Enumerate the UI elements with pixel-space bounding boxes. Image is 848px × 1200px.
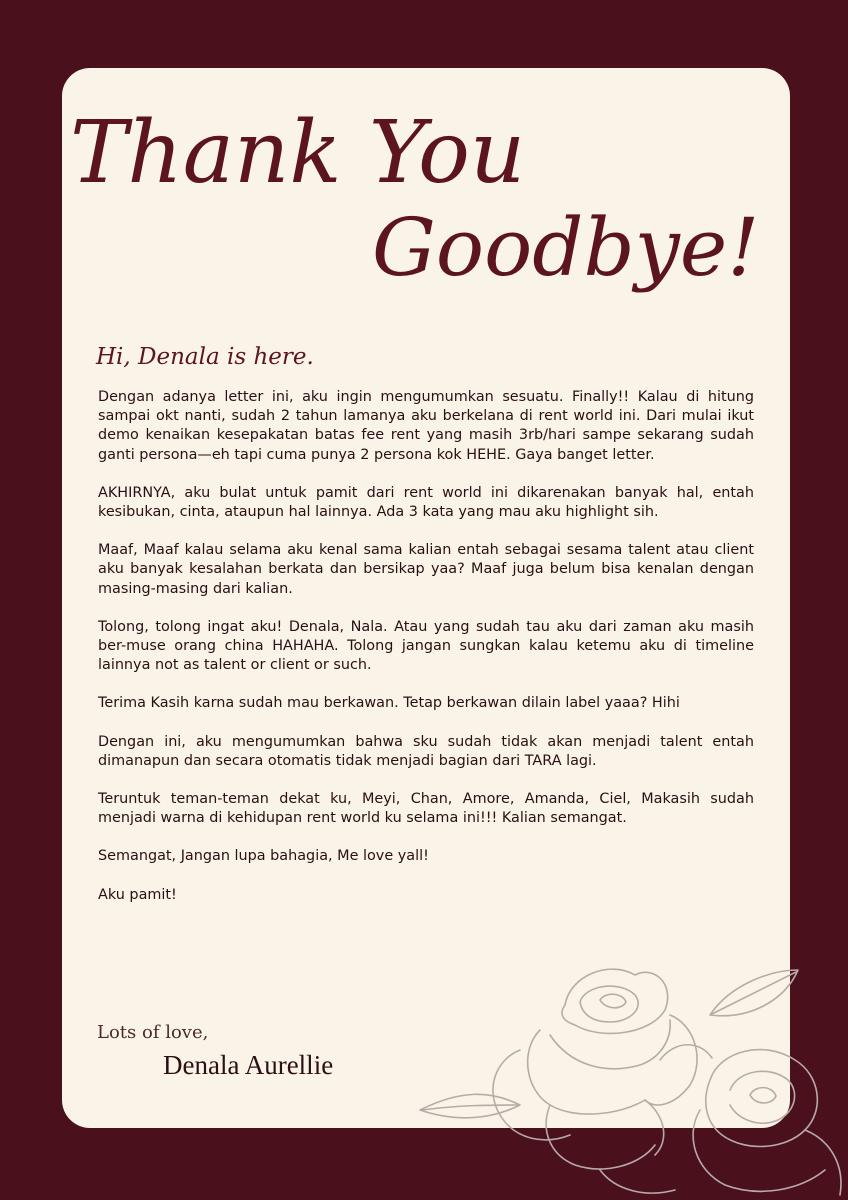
signature-name: Denala Aurellie	[163, 1050, 334, 1080]
title-line-1: Thank You	[70, 103, 526, 203]
paragraph: Semangat, Jangan lupa bahagia, Me love yall!	[98, 848, 429, 865]
paragraph: Teruntuk teman-teman dekat ku, Meyi, Chan, Amore, Amanda, Ciel, Makasih sudah menjadi warna di kehidupan rent world ku selama ini!!! Kalian semangat.	[98, 791, 754, 827]
paragraph: Aku pamit!	[98, 886, 177, 903]
paragraph: Dengan adanya letter ini, aku ingin mengumumkan sesuatu. Finally!! Kalau di hitung sampai okt nanti, sudah 2 tahun lamanya aku berkelana di rent world ini. Dari mulai ikut demo kenaikan kesepakatan batas fee rent yang masih 3rb/hari sampe sekarang sudah ganti persona—eh tapi cuma punya 2 persona kok HEHE. Gaya banget letter.	[98, 389, 754, 463]
closing-line: Lots of love,	[97, 1022, 209, 1043]
rose-line-art-icon	[400, 940, 848, 1200]
title-line-2: Goodbye!	[372, 201, 760, 294]
letter-body	[98, 388, 754, 924]
paragraph: AKHIRNYA, aku bulat untuk pamit dari rent world ini dikarenakan banyak hal, entah kesibukan, cinta, ataupun hal lainnya. Ada 3 kata yang mau aku highlight sih.	[98, 484, 754, 521]
paragraph: Maaf, Maaf kalau selama aku kenal sama kalian entah sebagai sesama talent atau client aku banyak kesalahan berkata dan bersikap yaa? Maaf juga belum bisa kenalan dengan masing-masing dari kalian.	[98, 542, 754, 597]
paragraph: Tolong, tolong ingat aku! Denala, Nala. Atau yang sudah tau aku dari zaman aku masih ber-muse orang china HAHAHA. Tolong jangan sungkan kalau ketemu aku di timeline lainnya not as talent or client or such.	[98, 618, 754, 674]
paragraph: Terima Kasih karna sudah mau berkawan. Tetap berkawan dilain label yaaa? Hihi	[98, 695, 680, 712]
greeting: Hi, Denala is here.	[96, 344, 314, 370]
paragraph: Dengan ini, aku mengumumkan bahwa sku sudah tidak akan menjadi talent entah dimanapun dan secara otomatis tidak menjadi bagian dari TARA lagi.	[98, 733, 754, 769]
